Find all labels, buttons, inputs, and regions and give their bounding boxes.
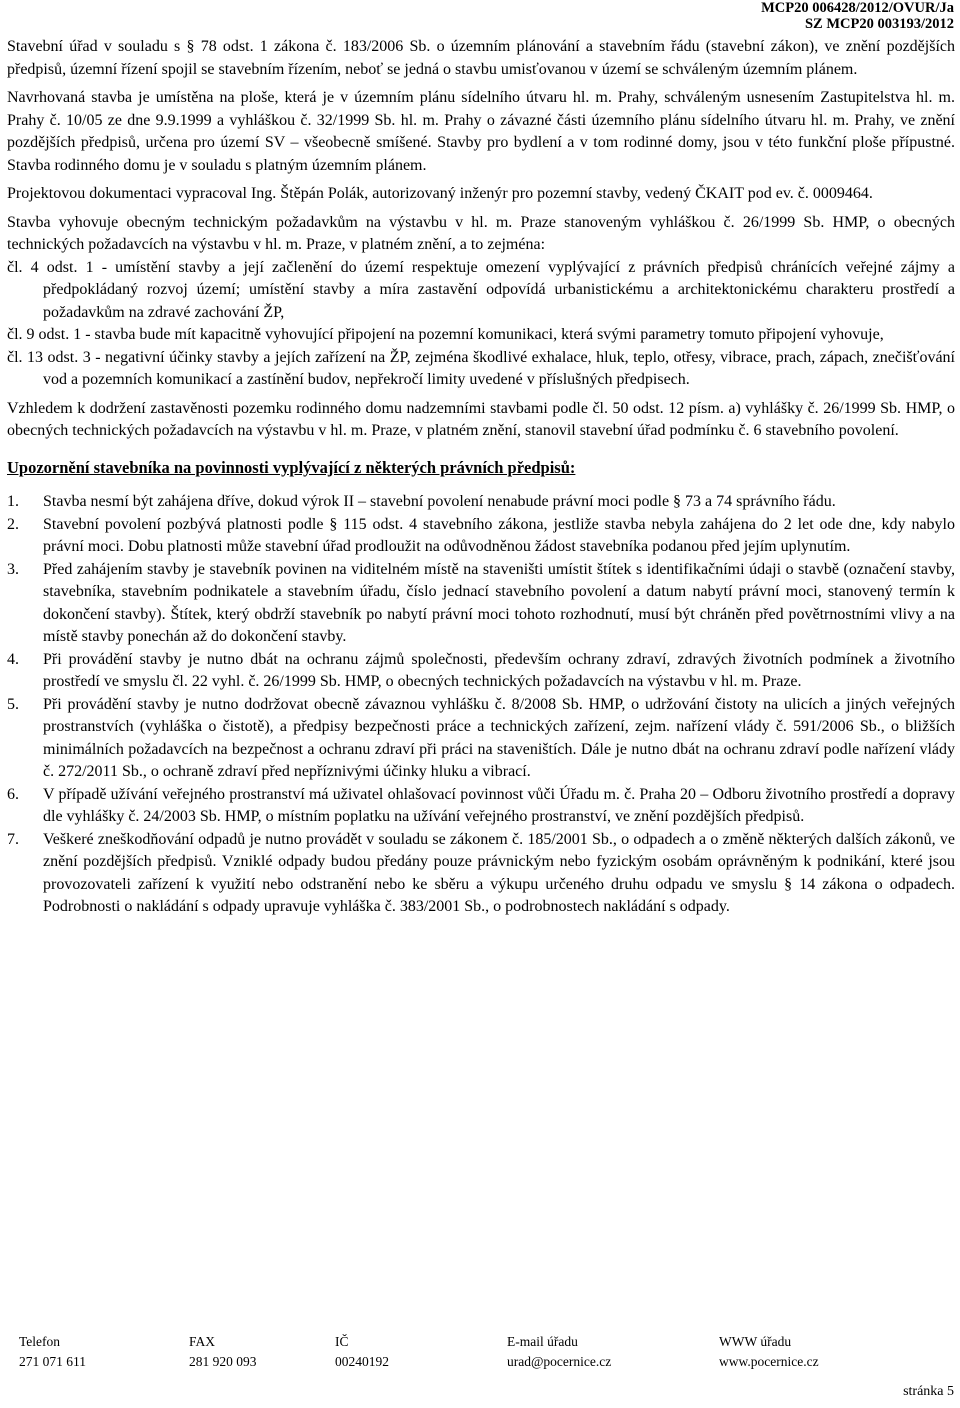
item-number: 3. [7,560,19,578]
footer-label: WWW úřadu [719,1334,792,1349]
item-number: 7. [7,830,19,848]
page-number: stránka 5 [903,1384,954,1399]
footer-label: FAX [189,1334,216,1349]
item-text: Při provádění stavby je nutno dbát na ochranu zájmů společnosti, především ochrany zdraví, zdravých životních podmínek a životního prostředí ve smyslu čl. 22 vyhl. č. 26/1999 Sb. HMP, o obecných technických požadavcích na výstavbu v hl. m. Praze. [43,650,955,690]
footer-label: E-mail úřadu [507,1334,578,1349]
footer-ico [335,1332,389,1372]
section-title: Upozornění stavebníka na povinnosti vyplývající z některých právních předpisů: [7,457,576,477]
list-item [7,694,955,784]
item-text: Stavba nesmí být zahájena dříve, dokud výrok II – stavební povolení nenabude právní moci podle § 73 a 74 správního řádu. [43,493,836,510]
item-number: 5. [7,695,19,713]
item-text: Před zahájením stavby je stavebník povinen na viditelném místě na staveništi umístit štítek s identifikačními údaji o stavbě (označení stavby, stavebníka, stavebním podnikatele a stavebním úřadu, číslo jednací stavebního povolení a datum nabytí právní moci, stanovený termín k dokončení stavby). Štítek, který obdrží stavebník po nabytí právní moci tohoto rozhodnutí, musí být chráněn před povětrnostními vlivy a na místě stavby ponechán až do dokončení stavby. [43,560,955,645]
article-item: čl. 9 odst. 1 - stavba bude mít kapacitně vyhovující připojení na pozemní komunikaci, která svými parametry tomuto připojení vyhovuje, [7,326,884,343]
article-item: čl. 13 odst. 3 - negativní účinky stavby a jejích zařízení na ŽP, zejména škodlivé exhalace, hluk, teplo, otřesy, vibrace, prach, zápach, znečišťování vod a pozemních komunikací a zastínění budov, nepřekročí limity uvedené v příslušných předpisech. [7,348,955,388]
footer-value: 271 071 611 [19,1354,86,1369]
document-reference [761,0,954,32]
item-number: 1. [7,493,19,510]
paragraph-condition: Vzhledem k dodržení zastavěnosti pozemku rodinného domu nadzemními stavbami podle čl. 50 odst. 12 písm. a) vyhlášky č. 26/1999 Sb. HMP, o obecných technických požadavcích na výstavbu v hl. m. Praze, v platném znění, stanovil stavební úřad podmínku č. 6 stavebního povolení. [7,399,955,439]
footer-phone [19,1332,86,1372]
list-item [7,649,955,694]
footer-value[interactable]: www.pocernice.cz [719,1354,819,1369]
footer-web [719,1332,819,1372]
paragraph-design: Projektovou dokumentaci vypracoval Ing. Štěpán Polák, autorizovaný inženýr pro pozemní stavby, vedený ČKAIT pod ev. č. 0009464. [7,185,873,202]
obligations-list [7,491,955,919]
item-number: 4. [7,650,19,668]
paragraph-procedure: Stavební úřad v souladu s § 78 odst. 1 zákona č. 183/2006 Sb. o územním plánování a stavebním řádu (stavební zákon), ve znění pozdějších předpisů, územní řízení spojil se stavebním řízením, neboť se jedná o stavbu umisťovanou v území se schváleným územním plánem. [7,38,955,78]
footer-value: 00240192 [335,1354,389,1369]
article-item: čl. 4 odst. 1 - umístění stavby a její začlenění do území respektuje omezení vyplývající z právních předpisů chránících veřejné zájmy a předpokládaný rozvoj území; umístění stavby a míra zastavění odpovídá urbanistickému a architektonickému charakteru prostředí a požadavkům na zdravé zachování ŽP, [7,258,955,321]
item-text: Při provádění stavby je nutno dodržovat obecně závaznou vyhlášku č. 8/2008 Sb. HMP, o udržování čistoty na ulicích a jiných veřejných prostranstvích (vyhláška o čistotě), a předpisy bezpečnosti práce a technických zařízení, zejm. nařízení vlády č. 591/2006 Sb., o bližších minimálních požadavcích na bezpečnost a ochranu zdraví při práci na staveništích. Dále je nutno dbát na ochranu zdraví podle nařízení vlády č. 272/2011 Sb., o ochraně zdraví před nepříznivými účinky hluku a vibrací. [43,695,955,780]
list-item [7,559,955,649]
document-body [7,36,955,919]
footer-value: 281 920 093 [189,1354,257,1369]
list-item [7,514,955,559]
footer-email [507,1332,611,1372]
item-text: V případě užívání veřejného prostranství má uživatel ohlašovací povinnost vůči Úřadu m. č. Praha 20 – Odboru životního prostředí a dopravy dle vyhlášky č. 24/2003 Sb. HMP, o místním poplatku na užívání veřejného prostranství, ve znění pozdějších předpisů. [43,785,955,825]
reference-number-1: MCP20 006428/2012/OVUR/Ja [761,0,954,16]
list-item [7,491,955,514]
footer-label: IČ [335,1334,349,1349]
paragraph-requirements: Stavba vyhovuje obecným technickým požadavkům na výstavbu v hl. m. Praze stanoveným vyhláškou č. 26/1999 Sb. HMP, o obecných technických požadavcích na výstavbu v hl. m. Praze, v platném znění, a to zejména: [7,213,955,253]
item-number: 6. [7,785,19,803]
item-text: Veškeré zneškodňování odpadů je nutno provádět v souladu se zákonem č. 185/2001 Sb., o odpadech a o změně některých dalších zákonů, ve znění pozdějších předpisů. Vzniklé odpady budou předány pouze právnickým nebo fyzickým osobám oprávněným k podnikání, které jsou provozovateli zařízení k využití nebo odstranění nebo ke sběru a výkupu určeného druhu odpadu ve smyslu § 14 zákona o odpadech. Podrobnosti o nakládání s odpady upravuje vyhláška č. 383/2001 Sb., o podrobnostech nakládání s odpady. [43,830,955,915]
list-item [7,829,955,919]
reference-number-2: SZ MCP20 003193/2012 [804,16,954,32]
item-text: Stavební povolení pozbývá platnosti podle § 115 odst. 4 stavebního zákona, jestliže stavba nebyla zahájena do 2 let ode dne, kdy nabylo právní moci. Dobu platnosti může stavební úřad prodloužit na odůvodněnou žádost stavebníka podanou před jejím uplynutím. [43,515,955,555]
paragraph-zoning: Navrhovaná stavba je umístěna na ploše, která je v územním plánu sídelního útvaru hl. m. Prahy, schváleným usnesením Zastupitelstva hl. m. Prahy č. 10/05 ze dne 9.9.1999 a vyhláškou č. 32/1999 Sb. hl. m. Prahy o závazné části územního plánu sídelního útvaru hl. m. Prahy, ve znění pozdějších předpisů, určena pro území SV – všeobecně smíšené. Stavby pro bydlení a v tom rodinné domy, jsou v této funkční ploše přípustné. Stavba rodinného domu je v souladu s platným územním plánem. [7,89,955,174]
footer-value[interactable]: urad@pocernice.cz [507,1354,612,1369]
footer-fax [189,1332,257,1372]
footer-label: Telefon [19,1334,61,1349]
list-item [7,784,955,829]
item-number: 2. [7,515,19,533]
